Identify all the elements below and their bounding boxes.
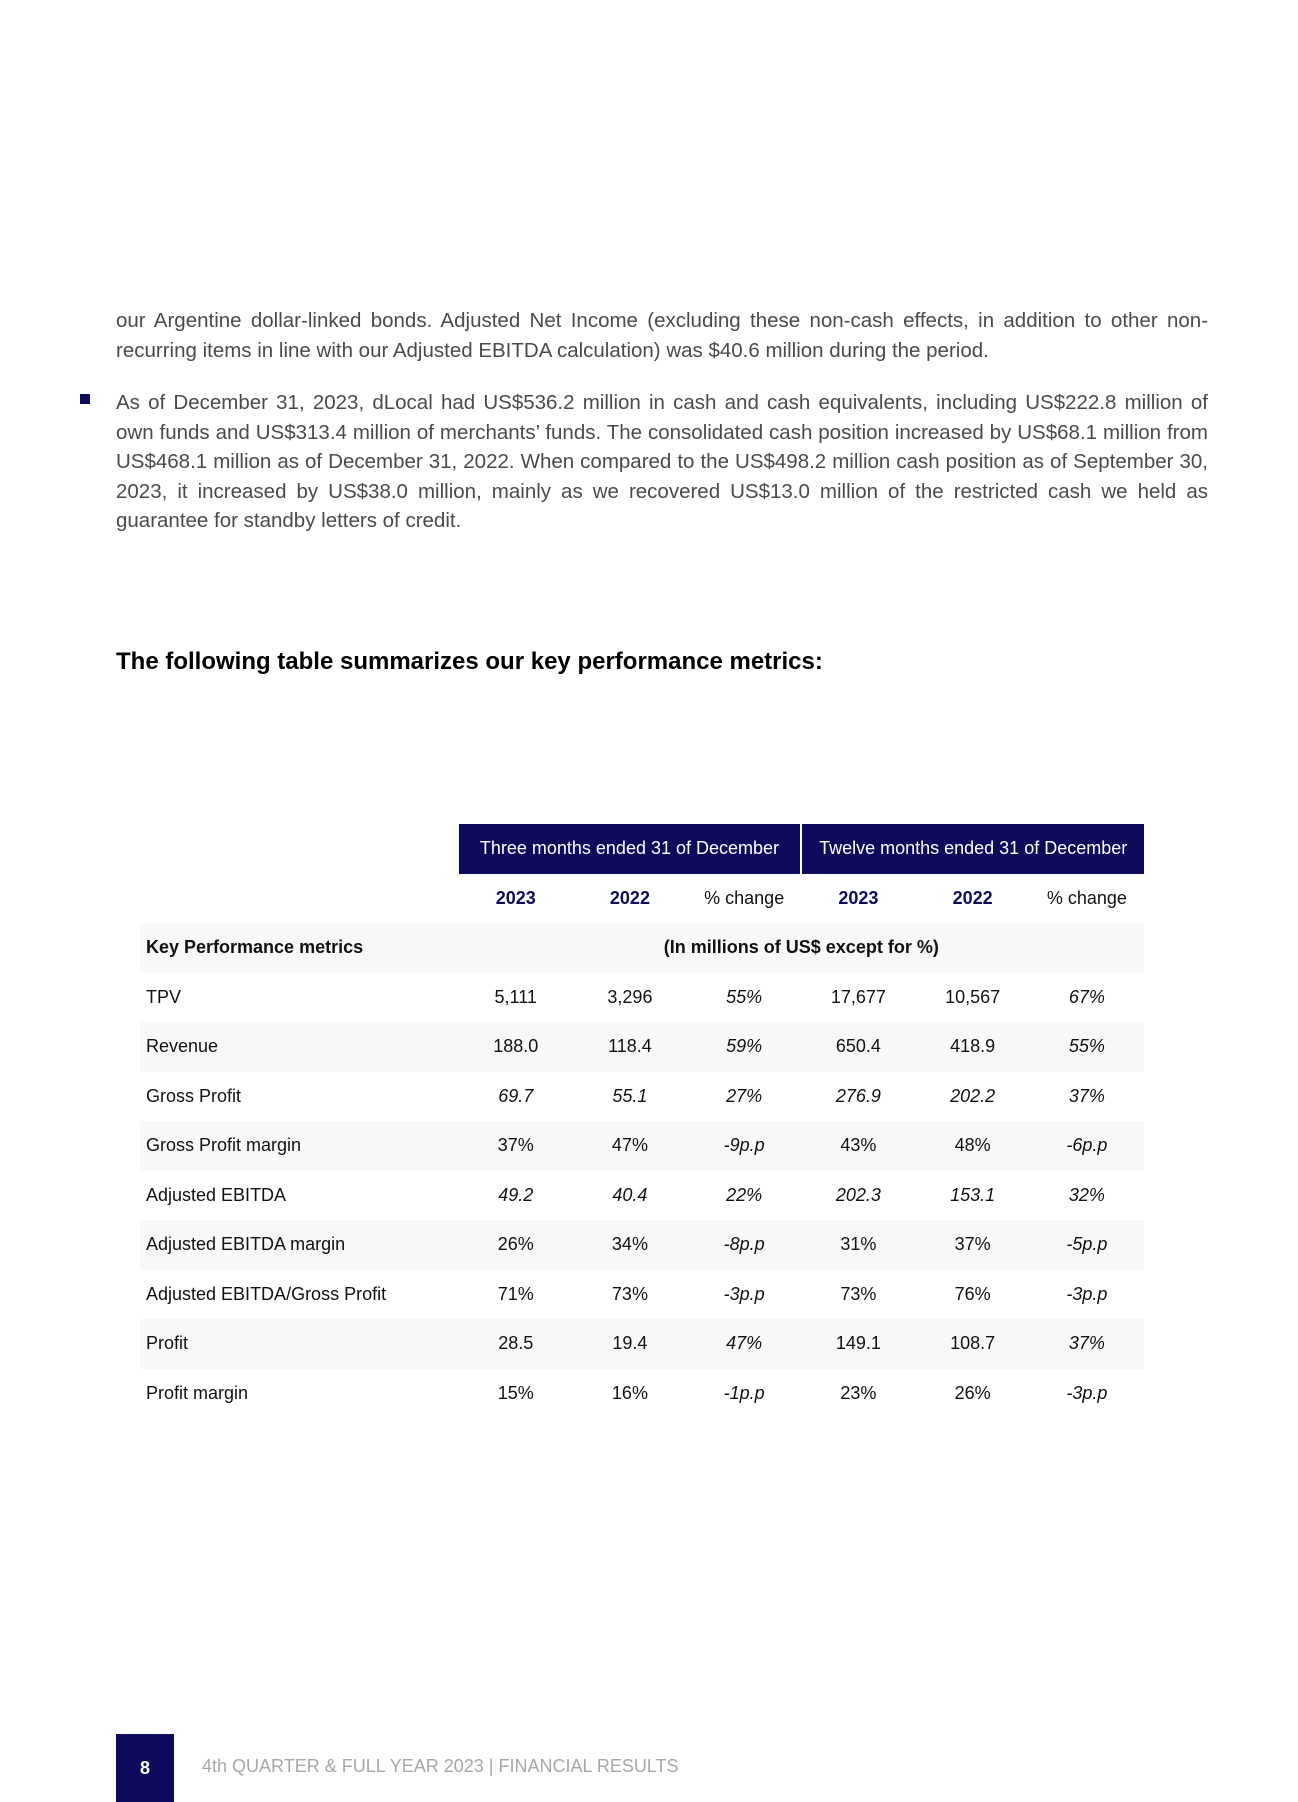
page-number: 8 bbox=[116, 1734, 174, 1802]
q-year-2023: 2023 bbox=[495, 887, 536, 908]
group-header-row bbox=[140, 824, 1144, 874]
kpi-table bbox=[140, 824, 1144, 1418]
units-header: (In millions of US$ except for %) bbox=[459, 923, 1144, 973]
table-row: Gross Profit 69.7 55.1 27% 276.9 202.2 37% bbox=[146, 1085, 1105, 1106]
year-header-row bbox=[140, 874, 1144, 924]
paragraph-cash-position: As of December 31, 2023, dLocal had US$536.2 million in cash and cash equivalents, including US$222.8 million of own funds and US$313.4 million of merchants’ funds. The consolidated cash position increased by US$68.1 million from US$468.1 million as of December 31, 2022. When compared to the US$498.2 million cash position as of September 30, 2023, it increased by US$38.0 million, mainly as we recovered US$13.0 million of the restricted cash we held as guarantee for standby letters of credit. bbox=[116, 391, 1208, 532]
units-header-row bbox=[140, 923, 1144, 973]
table-row: Adjusted EBITDA/Gross Profit 71% 73% -3p.p 73% 76% -3p.p bbox=[146, 1283, 1108, 1304]
y-year-2023: 2023 bbox=[838, 887, 879, 908]
q-pct-change-header: % change bbox=[704, 887, 785, 908]
y-year-2022: 2022 bbox=[952, 887, 993, 908]
table-row: TPV 5,111 3,296 55% 17,677 10,567 67% bbox=[146, 986, 1105, 1007]
three-months-header: Three months ended 31 of December bbox=[459, 824, 802, 874]
y-pct-change-header: % change bbox=[1046, 887, 1127, 908]
twelve-months-header: Twelve months ended 31 of December bbox=[801, 824, 1144, 874]
q-year-2022: 2022 bbox=[609, 887, 650, 908]
table-row: Profit 28.5 19.4 47% 149.1 108.7 37% bbox=[140, 1319, 1144, 1369]
table-row: Profit margin 15% 16% -1p.p 23% 26% -3p.p bbox=[146, 1382, 1108, 1403]
paragraph-adjusted-net-income: our Argentine dollar-linked bonds. Adjusted Net Income (excluding these non-cash effects, in addition to other non-recurring items in line with our Adjusted EBITDA calculation) was $40.6 million during the period. bbox=[116, 309, 1208, 362]
footer-title: 4th QUARTER & FULL YEAR 2023 | FINANCIAL RESULTS bbox=[202, 1756, 679, 1776]
table-heading: The following table summarizes our key performance metrics: bbox=[116, 648, 823, 675]
kpi-label-header: Key Performance metrics bbox=[140, 923, 459, 973]
table-row: Adjusted EBITDA 49.2 40.4 22% 202.3 153.1 32% bbox=[146, 1184, 1105, 1205]
table-row: Gross Profit margin 37% 47% -9p.p 43% 48% -6p.p bbox=[140, 1121, 1144, 1171]
table-row: Revenue 188.0 118.4 59% 650.4 418.9 55% bbox=[140, 1022, 1144, 1072]
table-row: Adjusted EBITDA margin 26% 34% -8p.p 31% 37% -5p.p bbox=[140, 1220, 1144, 1270]
bullet-square-icon bbox=[80, 394, 90, 404]
